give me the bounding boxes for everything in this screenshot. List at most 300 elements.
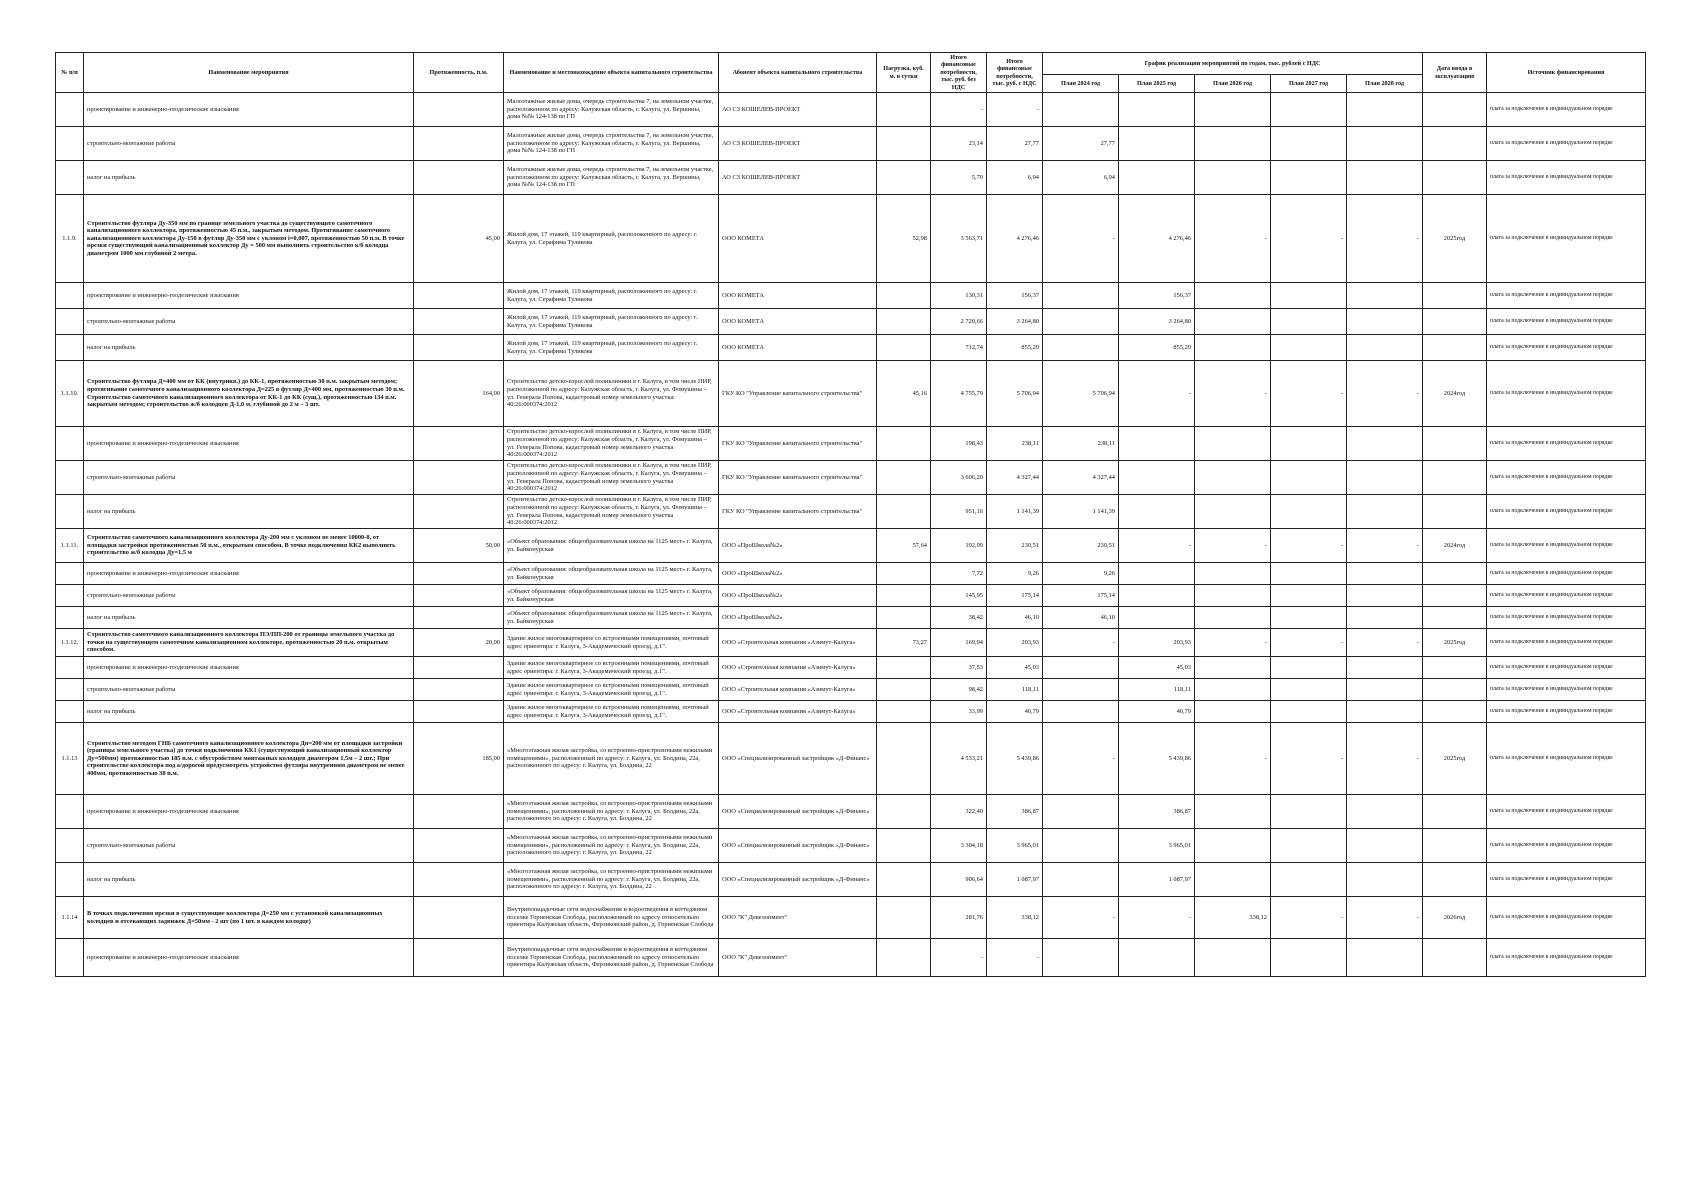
col-load-header: Нагрузка, куб. м. в сутки — [877, 53, 931, 93]
col-year-2027-header: План 2027 год — [1271, 75, 1347, 93]
row-total-no-vat: 712,74 — [931, 335, 987, 361]
row-total-no-vat: 198,43 — [931, 427, 987, 461]
row-year-2028 — [1347, 335, 1423, 361]
row-object: Малоэтажные жилые дома, очередь строительства 7, на земельном участке, расположенном по адресу: Калужская область, г. Калуга, ул. Вершины, дома №№ 124-138 по ГП — [504, 93, 719, 127]
table-row-subitem — [56, 563, 1646, 585]
row-name: В точках подключения врезки в существующие коллектора Д=250 мм с установкой канализационных колодцев и отсекающих задвижек Д=50мм - 2 шт (по 1 шт. в каждом колодце) — [84, 897, 414, 939]
col-total-no-vat-header: Итого финансовые потребности, тыс. руб. без НДС — [931, 53, 987, 93]
row-year-2027: - — [1271, 529, 1347, 563]
row-year-2024 — [1043, 309, 1119, 335]
row-total-no-vat: 145,95 — [931, 585, 987, 607]
row-funding-source: плата за подключение в индивидуальном порядке — [1487, 461, 1646, 495]
row-name: строительно-монтажные работы — [84, 585, 414, 607]
col-year-2028-header: План 2028 год — [1347, 75, 1423, 93]
row-commission-date — [1423, 461, 1487, 495]
row-length — [414, 495, 504, 529]
row-object: «Объект образования: общеобразовательная школа на 1125 мест» г. Калуга, ул. Байконурская — [504, 563, 719, 585]
row-year-2026 — [1195, 679, 1271, 701]
row-year-2024: - — [1043, 897, 1119, 939]
row-subscriber: АО СЗ КОШЕЛЕВ-ПРОЕКТ — [719, 93, 877, 127]
row-total-vat: 156,37 — [987, 283, 1043, 309]
row-total-vat: 4 276,46 — [987, 195, 1043, 283]
row-object: «Многоэтажная жилая застройка, со встроенно-пристроенными нежилыми помещениями», расположенный по адресу: г. Калуга, ул. Болдина, 22а, расположенного по адресу: г. Калуга, ул. Болдина, 22 — [504, 863, 719, 897]
row-number — [56, 309, 84, 335]
row-funding-source: плата за подключение в индивидуальном порядке — [1487, 309, 1646, 335]
row-year-2027 — [1271, 657, 1347, 679]
row-funding-source: плата за подключение в индивидуальном порядке — [1487, 495, 1646, 529]
row-year-2028: - — [1347, 361, 1423, 427]
col-schedule-header: График реализации мероприятий по годам, тыс. рублей с НДС — [1043, 53, 1423, 75]
row-total-no-vat: 169,94 — [931, 629, 987, 657]
row-year-2027 — [1271, 335, 1347, 361]
row-object: Строительство детско-взрослой поликлиники в г. Калуга, в том числе ПИР, расположенной по адресу: Калужская область, г. Калуга, ул. Фомушина – ул. Генерала Попова, кадастровый номер земельного участка 40:26:000374:2012 — [504, 461, 719, 495]
row-load — [877, 863, 931, 897]
row-commission-date — [1423, 495, 1487, 529]
row-year-2024: 238,11 — [1043, 427, 1119, 461]
table-row-subitem — [56, 309, 1646, 335]
row-subscriber: ООО «ПроШкола№2» — [719, 563, 877, 585]
row-year-2024 — [1043, 939, 1119, 977]
row-year-2027 — [1271, 309, 1347, 335]
row-name: строительно-монтажные работы — [84, 127, 414, 161]
row-commission-date — [1423, 161, 1487, 195]
row-year-2026 — [1195, 495, 1271, 529]
table-row-measure — [56, 723, 1646, 795]
row-subscriber: АО СЗ КОШЕЛЕВ-ПРОЕКТ — [719, 127, 877, 161]
row-commission-date — [1423, 863, 1487, 897]
row-year-2027 — [1271, 563, 1347, 585]
row-funding-source: плата за подключение в индивидуальном порядке — [1487, 863, 1646, 897]
row-year-2024: 9,26 — [1043, 563, 1119, 585]
row-name: налог на прибыль — [84, 863, 414, 897]
row-year-2024 — [1043, 863, 1119, 897]
row-commission-date — [1423, 563, 1487, 585]
row-year-2025: - — [1119, 361, 1195, 427]
row-number — [56, 161, 84, 195]
col-number-header: № п/п — [56, 53, 84, 93]
table-row-subitem — [56, 461, 1646, 495]
row-length — [414, 283, 504, 309]
row-name: строительно-монтажные работы — [84, 679, 414, 701]
row-year-2028 — [1347, 93, 1423, 127]
row-total-vat: 6,94 — [987, 161, 1043, 195]
row-year-2025 — [1119, 427, 1195, 461]
row-subscriber: ГКУ КО "Управление капитального строительства" — [719, 461, 877, 495]
row-length: 50,00 — [414, 529, 504, 563]
row-total-vat: 1 141,39 — [987, 495, 1043, 529]
row-year-2025: - — [1119, 529, 1195, 563]
row-year-2026 — [1195, 939, 1271, 977]
row-year-2028 — [1347, 657, 1423, 679]
row-funding-source: плата за подключение в индивидуальном порядке — [1487, 723, 1646, 795]
row-year-2026: 338,12 — [1195, 897, 1271, 939]
row-year-2028 — [1347, 495, 1423, 529]
row-year-2024: - — [1043, 723, 1119, 795]
row-year-2027 — [1271, 829, 1347, 863]
row-load — [877, 939, 931, 977]
row-number — [56, 701, 84, 723]
row-year-2024 — [1043, 795, 1119, 829]
row-year-2025 — [1119, 585, 1195, 607]
row-length: 20,00 — [414, 629, 504, 657]
row-load — [877, 127, 931, 161]
row-year-2027 — [1271, 283, 1347, 309]
row-year-2026 — [1195, 335, 1271, 361]
row-year-2025: - — [1119, 897, 1195, 939]
row-object: Здание жилое многоквартирное со встроенными помещениями, почтовый адрес ориентира: г. Калуга, 3-Академический проезд, д.1". — [504, 701, 719, 723]
row-total-vat: 118,11 — [987, 679, 1043, 701]
row-load — [877, 829, 931, 863]
table-row-measure — [56, 629, 1646, 657]
row-total-vat: 175,14 — [987, 585, 1043, 607]
row-total-no-vat: 3 563,71 — [931, 195, 987, 283]
row-load — [877, 679, 931, 701]
row-year-2026 — [1195, 93, 1271, 127]
row-length — [414, 93, 504, 127]
row-name: Строительство самотечного канализационного коллектора ПЭ/ПП-200 от границы земельного участка до точки на существующем самотечном канализационном коллекторе, протяженностью 20 п.м. открытым способом. — [84, 629, 414, 657]
row-commission-date: 2024год — [1423, 529, 1487, 563]
row-year-2027: - — [1271, 361, 1347, 427]
row-funding-source: плата за подключение в индивидуальном порядке — [1487, 361, 1646, 427]
col-year-2025-header: План 2025 год — [1119, 75, 1195, 93]
row-number — [56, 657, 84, 679]
row-name: строительно-монтажные работы — [84, 829, 414, 863]
table-row-subitem — [56, 607, 1646, 629]
row-load — [877, 607, 931, 629]
row-object: Внутриплощадочные сети водоснабжения и водоотведения в коттеджном поселке Горненская Слобода, расположенный по адресу относительно ориентира Калужская область, Ферзиковский район, д. Горненская Слобода — [504, 939, 719, 977]
row-total-no-vat: 4 533,21 — [931, 723, 987, 795]
row-year-2028 — [1347, 127, 1423, 161]
row-year-2028 — [1347, 461, 1423, 495]
table-row-subitem — [56, 127, 1646, 161]
row-year-2026 — [1195, 427, 1271, 461]
row-funding-source: плата за подключение в индивидуальном порядке — [1487, 939, 1646, 977]
row-year-2028 — [1347, 939, 1423, 977]
table-header — [56, 53, 1646, 93]
row-year-2028 — [1347, 427, 1423, 461]
row-year-2028 — [1347, 563, 1423, 585]
row-year-2027 — [1271, 679, 1347, 701]
table-row-measure — [56, 195, 1646, 283]
row-total-vat: - — [987, 939, 1043, 977]
row-total-vat: 27,77 — [987, 127, 1043, 161]
row-year-2024 — [1043, 679, 1119, 701]
row-total-no-vat: 130,31 — [931, 283, 987, 309]
row-commission-date: 2025год — [1423, 723, 1487, 795]
row-year-2027 — [1271, 93, 1347, 127]
row-name: Строительство футляра Д=400 мм от КК (внутрикв.) до КК-1, протяженностью 30 п.м. закрытым методом; протягивание самотечного канализационного коллектора Д=225 в футляр Д=400 мм, протяженностью 30 п.м. Строительство самотечного канализационного коллектора от КК-1 до КК (сущ.), протяженностью 134 п.м. закрытым методом; строительство ж/б колодцев Д-1,0 м, глубиной до 2 м – 3 шт. — [84, 361, 414, 427]
row-year-2025 — [1119, 563, 1195, 585]
row-total-no-vat: 3 606,20 — [931, 461, 987, 495]
row-name: Строительство футляра Ду-350 мм по границе земельного участка до существующего самотечного канализационного коллектора, протяженностью 45 п.м., закрытым методом. Протягивание самотечного канализационного коллектора Ду-150 в футляр Ду-350 мм с уклоном i=0,007, протяженностью 50 п.м. В точке врезки существующий канализационный коллектор Ду = 500 мм выполнить строительство к/б колодца диаметром 1000 мм глубиной 2 метра. — [84, 195, 414, 283]
col-subscriber-header: Абонент объекта капитального строительства — [719, 53, 877, 93]
row-length: 164,00 — [414, 361, 504, 427]
table-row-measure — [56, 361, 1646, 427]
row-number — [56, 127, 84, 161]
row-total-vat: 386,87 — [987, 795, 1043, 829]
row-total-vat: 338,12 — [987, 897, 1043, 939]
row-year-2025 — [1119, 161, 1195, 195]
row-total-no-vat: 951,16 — [931, 495, 987, 529]
row-year-2025 — [1119, 495, 1195, 529]
row-year-2025: 45,03 — [1119, 657, 1195, 679]
row-year-2026 — [1195, 607, 1271, 629]
row-year-2025: 1 087,97 — [1119, 863, 1195, 897]
row-load — [877, 563, 931, 585]
row-length — [414, 795, 504, 829]
row-year-2028: - — [1347, 897, 1423, 939]
row-commission-date — [1423, 607, 1487, 629]
row-year-2024: 4 327,44 — [1043, 461, 1119, 495]
row-length: 45,00 — [414, 195, 504, 283]
row-length — [414, 461, 504, 495]
row-year-2024: 6,94 — [1043, 161, 1119, 195]
col-year-2024-header: План 2024 год — [1043, 75, 1119, 93]
row-commission-date: 2025год — [1423, 629, 1487, 657]
row-object: Здание жилое многоквартирное со встроенными помещениями, почтовый адрес ориентира: г. Калуга, 3-Академический проезд, д.1". — [504, 657, 719, 679]
row-number — [56, 863, 84, 897]
row-funding-source: плата за подключение в индивидуальном порядке — [1487, 529, 1646, 563]
row-number — [56, 335, 84, 361]
row-year-2026 — [1195, 309, 1271, 335]
row-year-2027: - — [1271, 723, 1347, 795]
row-object: «Объект образования: общеобразовательная школа на 1125 мест» г. Калуга, ул. Байконурская — [504, 585, 719, 607]
row-number — [56, 495, 84, 529]
col-total-vat-header: Итого финансовые потребности, тыс. руб. с НДС — [987, 53, 1043, 93]
row-year-2024: 27,77 — [1043, 127, 1119, 161]
row-name: строительно-монтажные работы — [84, 461, 414, 495]
row-funding-source: плата за подключение в индивидуальном порядке — [1487, 629, 1646, 657]
row-total-no-vat: 4 755,79 — [931, 361, 987, 427]
row-commission-date: 2026год — [1423, 897, 1487, 939]
table-row-subitem — [56, 701, 1646, 723]
row-subscriber: ГКУ КО "Управление капитального строительства" — [719, 361, 877, 427]
row-year-2025 — [1119, 607, 1195, 629]
row-subscriber: ГКУ КО "Управление капитального строительства" — [719, 495, 877, 529]
row-total-vat: 46,10 — [987, 607, 1043, 629]
row-year-2026 — [1195, 461, 1271, 495]
row-year-2024 — [1043, 335, 1119, 361]
row-year-2027 — [1271, 461, 1347, 495]
row-year-2025: 4 276,46 — [1119, 195, 1195, 283]
document-sheet — [55, 52, 1645, 977]
row-name: проектирование и инженерно-геодезические изыскания — [84, 93, 414, 127]
row-year-2028: - — [1347, 195, 1423, 283]
row-total-no-vat: - — [931, 93, 987, 127]
row-subscriber: ООО «ПроШкола№2» — [719, 585, 877, 607]
row-length — [414, 585, 504, 607]
row-funding-source: плата за подключение в индивидуальном порядке — [1487, 93, 1646, 127]
row-object: Внутриплощадочные сети водоснабжения и водоотведения в коттеджном поселке Горненская Слобода, расположенный по адресу относительно ориентира Калужская область, Ферзиковский район, д. Горненская Слобода — [504, 897, 719, 939]
row-name: проектирование и инженерно-геодезические изыскания — [84, 939, 414, 977]
row-year-2025 — [1119, 127, 1195, 161]
row-year-2027 — [1271, 127, 1347, 161]
row-total-no-vat: 322,40 — [931, 795, 987, 829]
col-length-header: Протяженность, п.м. — [414, 53, 504, 93]
row-year-2026 — [1195, 795, 1271, 829]
row-number: 1.1.10. — [56, 361, 84, 427]
row-commission-date — [1423, 335, 1487, 361]
row-commission-date — [1423, 283, 1487, 309]
row-load — [877, 795, 931, 829]
table-row-subitem — [56, 495, 1646, 529]
row-year-2024 — [1043, 701, 1119, 723]
row-load — [877, 461, 931, 495]
row-year-2028: - — [1347, 723, 1423, 795]
row-year-2027 — [1271, 795, 1347, 829]
row-number — [56, 795, 84, 829]
row-object: Строительство детско-взрослой поликлиники в г. Калуга, в том числе ПИР, расположенной по адресу: Калужская область, г. Калуга, ул. Фомушина – ул. Генерала Попова, кадастровый номер земельного участка: 40:26:000374:2012 — [504, 361, 719, 427]
row-length — [414, 939, 504, 977]
row-year-2027 — [1271, 585, 1347, 607]
row-funding-source: плата за подключение в индивидуальном порядке — [1487, 161, 1646, 195]
row-length — [414, 335, 504, 361]
row-name: налог на прибыль — [84, 335, 414, 361]
row-object: Жилой дом, 17 этажей, 119 квартирный, расположенного по адресу: г. Калуга, ул. Серафима Туликова — [504, 283, 719, 309]
row-total-vat: 4 327,44 — [987, 461, 1043, 495]
row-total-vat: 5 706,94 — [987, 361, 1043, 427]
row-name: проектирование и инженерно-геодезические изыскания — [84, 795, 414, 829]
row-year-2026 — [1195, 563, 1271, 585]
row-year-2027: - — [1271, 195, 1347, 283]
row-subscriber: ГКУ КО "Управление капитального строительства" — [719, 427, 877, 461]
col-name-header: Наименование мероприятия — [84, 53, 414, 93]
row-year-2024: 5 706,94 — [1043, 361, 1119, 427]
row-object: Здание жилое многоквартирное со встроенными помещениями, почтовый адрес ориентира: г. Калуга, 3-Академический проезд, д.1". — [504, 679, 719, 701]
investment-program-table — [55, 52, 1646, 977]
row-year-2026 — [1195, 701, 1271, 723]
row-length — [414, 427, 504, 461]
row-year-2028 — [1347, 607, 1423, 629]
row-length — [414, 863, 504, 897]
row-year-2026 — [1195, 657, 1271, 679]
row-number: 1.1.9. — [56, 195, 84, 283]
row-year-2026 — [1195, 829, 1271, 863]
row-total-no-vat: 2 720,66 — [931, 309, 987, 335]
row-total-no-vat: 281,76 — [931, 897, 987, 939]
row-number — [56, 427, 84, 461]
row-number: 1.1.11. — [56, 529, 84, 563]
row-subscriber: ООО «Специализированный застройщик «Д-Финанс» — [719, 863, 877, 897]
row-total-vat: 230,51 — [987, 529, 1043, 563]
table-row-subitem — [56, 161, 1646, 195]
table-row-subitem — [56, 283, 1646, 309]
row-number — [56, 829, 84, 863]
row-year-2028 — [1347, 161, 1423, 195]
row-year-2024: 230,51 — [1043, 529, 1119, 563]
row-load — [877, 283, 931, 309]
row-length — [414, 701, 504, 723]
row-year-2025: 203,93 — [1119, 629, 1195, 657]
row-load: 57,64 — [877, 529, 931, 563]
row-year-2028 — [1347, 701, 1423, 723]
row-name: проектирование и инженерно-геодезические изыскания — [84, 283, 414, 309]
row-year-2028 — [1347, 585, 1423, 607]
row-year-2025: 5 439,86 — [1119, 723, 1195, 795]
row-year-2027: - — [1271, 897, 1347, 939]
row-name: налог на прибыль — [84, 607, 414, 629]
table-row-subitem — [56, 335, 1646, 361]
row-total-vat: - — [987, 93, 1043, 127]
row-total-no-vat: 23,14 — [931, 127, 987, 161]
row-total-vat: 203,93 — [987, 629, 1043, 657]
row-name: проектирование и инженерно-геодезические изыскания — [84, 427, 414, 461]
row-year-2024: 175,14 — [1043, 585, 1119, 607]
row-year-2026 — [1195, 127, 1271, 161]
row-year-2025: 156,37 — [1119, 283, 1195, 309]
row-commission-date — [1423, 939, 1487, 977]
row-funding-source: плата за подключение в индивидуальном порядке — [1487, 195, 1646, 283]
row-year-2028 — [1347, 863, 1423, 897]
row-commission-date — [1423, 657, 1487, 679]
row-total-no-vat: 7,72 — [931, 563, 987, 585]
row-year-2028 — [1347, 795, 1423, 829]
row-subscriber: ООО «Строительная компания «Азимут-Калуга» — [719, 657, 877, 679]
row-number: 1.1.12. — [56, 629, 84, 657]
row-year-2025: 855,29 — [1119, 335, 1195, 361]
row-total-no-vat: 38,42 — [931, 607, 987, 629]
row-year-2025: 3 965,01 — [1119, 829, 1195, 863]
row-load — [877, 93, 931, 127]
row-number — [56, 563, 84, 585]
row-name: строительно-монтажные работы — [84, 309, 414, 335]
row-object: Малоэтажные жилые дома, очередь строительства 7, на земельном участке, расположенном по адресу: Калужская область, г. Калуга, ул. Вершины, дома №№ 124-138 по ГП — [504, 127, 719, 161]
row-funding-source: плата за подключение в индивидуальном порядке — [1487, 607, 1646, 629]
row-number — [56, 283, 84, 309]
table-row-subitem — [56, 829, 1646, 863]
row-commission-date — [1423, 701, 1487, 723]
row-total-vat: 855,29 — [987, 335, 1043, 361]
row-funding-source: плата за подключение в индивидуальном порядке — [1487, 679, 1646, 701]
row-year-2024: 1 141,39 — [1043, 495, 1119, 529]
row-funding-source: плата за подключение в индивидуальном порядке — [1487, 829, 1646, 863]
row-funding-source: плата за подключение в индивидуальном порядке — [1487, 585, 1646, 607]
row-total-vat: 238,11 — [987, 427, 1043, 461]
row-year-2027 — [1271, 161, 1347, 195]
row-funding-source: плата за подключение в индивидуальном порядке — [1487, 897, 1646, 939]
row-year-2027 — [1271, 427, 1347, 461]
row-subscriber: ООО «Строительная компания «Азимут-Калуга» — [719, 701, 877, 723]
row-object: Жилой дом, 17 этажей, 119 квартирный, расположенного по адресу: г. Калуга, ул. Серафима Туликова — [504, 195, 719, 283]
row-length — [414, 127, 504, 161]
row-number — [56, 461, 84, 495]
row-total-no-vat: - — [931, 939, 987, 977]
row-length: 185,00 — [414, 723, 504, 795]
row-year-2025 — [1119, 939, 1195, 977]
row-commission-date — [1423, 679, 1487, 701]
row-funding-source: плата за подключение в индивидуальном порядке — [1487, 657, 1646, 679]
row-year-2026: - — [1195, 529, 1271, 563]
row-object: «Многоэтажная жилая застройка, со встроенно-пристроенными нежилыми помещениями», расположенный по адресу: г. Калуга, ул. Болдина, 22а, расположенного по адресу: г. Калуга, ул. Болдина, 22 — [504, 829, 719, 863]
row-year-2024: - — [1043, 629, 1119, 657]
row-year-2026 — [1195, 161, 1271, 195]
row-commission-date — [1423, 795, 1487, 829]
row-year-2025: 118,11 — [1119, 679, 1195, 701]
row-name: проектирование и инженерно-геодезические изыскания — [84, 657, 414, 679]
row-total-no-vat: 3 304,18 — [931, 829, 987, 863]
row-subscriber: ООО КОМЕТА — [719, 309, 877, 335]
row-load — [877, 701, 931, 723]
row-funding-source: плата за подключение в индивидуальном порядке — [1487, 701, 1646, 723]
row-object: «Объект образования: общеобразовательная школа на 1125 мест» г. Калуга, ул. Байконурская — [504, 529, 719, 563]
row-total-vat: 45,03 — [987, 657, 1043, 679]
row-load: 52,98 — [877, 195, 931, 283]
row-funding-source: плата за подключение в индивидуальном порядке — [1487, 335, 1646, 361]
row-year-2025: 3 264,80 — [1119, 309, 1195, 335]
row-object: «Объект образования: общеобразовательная школа на 1125 мест» г. Калуга, ул. Байконурская — [504, 607, 719, 629]
row-subscriber: ООО "К" Девелопмент" — [719, 897, 877, 939]
row-number — [56, 679, 84, 701]
